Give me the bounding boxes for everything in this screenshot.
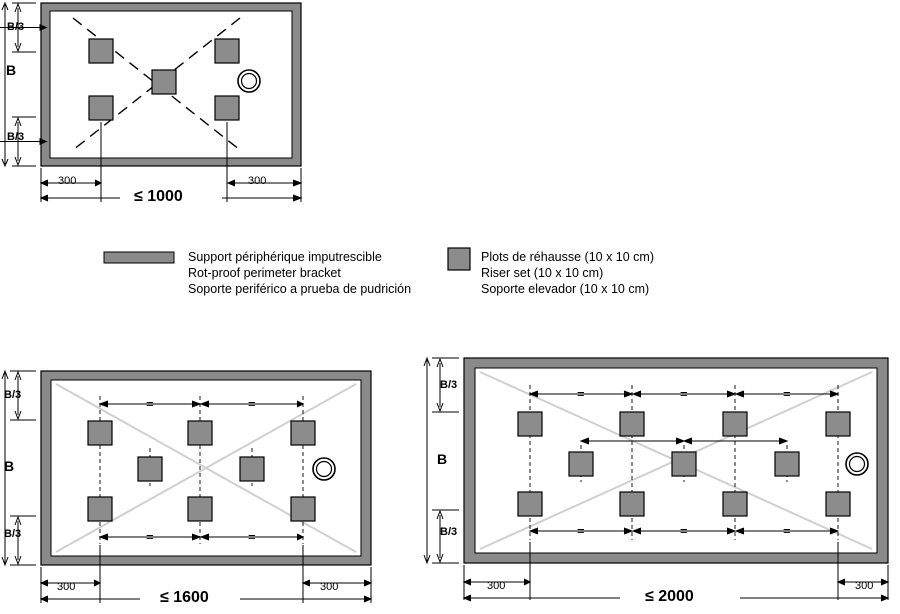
label-b3-top-2000: B/3 <box>440 379 458 391</box>
label-300-right-1000: 300 <box>248 175 267 187</box>
riser-pad <box>89 96 113 120</box>
label-b3-bottom-2000: B/3 <box>440 526 458 538</box>
equal-mark-top-left-1600: = <box>146 396 154 411</box>
legend-bracket-line-2: Rot-proof perimeter bracket <box>188 266 341 280</box>
legend-bracket-line-3: Soporte periférico a prueba de pudrición <box>188 282 412 296</box>
riser-pad <box>826 492 850 516</box>
label-width-2000: ≤ 2000 <box>645 588 694 605</box>
label-300-right-2000: 300 <box>855 580 874 592</box>
riser-pad <box>518 412 542 436</box>
tray-diagram-1000 <box>0 3 301 202</box>
label-width-1600: ≤ 1600 <box>160 589 209 606</box>
equal-mark-bottom-left-1600: = <box>146 529 154 544</box>
riser-pad <box>620 412 644 436</box>
tray-diagram-2000 <box>424 358 888 601</box>
legend-pad-line-2: Riser set (10 x 10 cm) <box>481 266 604 280</box>
riser-pad <box>188 497 212 521</box>
label-b-1000: B <box>6 62 17 78</box>
equal-mark-top-3-2000: = <box>783 386 791 401</box>
equal-mark-top-2-2000: = <box>680 386 688 401</box>
label-300-left-1600: 300 <box>57 581 76 593</box>
riser-pad <box>291 421 315 445</box>
label-width-1000: ≤ 1000 <box>134 188 183 205</box>
label-b3-top-1600: B/3 <box>4 389 22 401</box>
riser-pad <box>88 497 112 521</box>
riser-pad <box>240 457 264 481</box>
tray-diagram-1600 <box>2 371 371 603</box>
label-b-1600: B <box>4 458 15 474</box>
bracket-swatch <box>104 252 174 263</box>
equal-mark-top-1-2000: = <box>577 386 585 401</box>
pad-swatch <box>448 248 470 270</box>
label-300-right-1600: 300 <box>320 581 339 593</box>
riser-pad <box>723 492 747 516</box>
equal-mark-bottom-3-2000: = <box>783 523 791 538</box>
riser-pad <box>775 452 799 476</box>
equal-mark-bottom-1-2000: = <box>577 523 585 538</box>
legend-pad-line-3: Soporte elevador (10 x 10 cm) <box>481 282 650 296</box>
riser-pad <box>569 452 593 476</box>
label-b3-bottom-1000: B/3 <box>7 131 25 143</box>
riser-pad <box>291 497 315 521</box>
riser-pad <box>188 421 212 445</box>
label-b3-top-1000: B/3 <box>7 21 25 33</box>
riser-pad <box>620 492 644 516</box>
riser-pad <box>138 457 162 481</box>
label-300-left-1000: 300 <box>58 175 77 187</box>
equal-mark-bottom-right-1600: = <box>248 529 256 544</box>
equal-mark-top-right-1600: = <box>248 396 256 411</box>
equal-mark-bottom-2-2000: = <box>680 523 688 538</box>
riser-pad <box>723 412 747 436</box>
label-300-left-2000: 300 <box>487 580 506 592</box>
riser-pad <box>826 412 850 436</box>
riser-pad <box>89 39 113 63</box>
riser-pad <box>518 492 542 516</box>
label-b-2000: B <box>437 451 448 467</box>
label-b3-bottom-1600: B/3 <box>4 528 22 540</box>
riser-pad <box>672 452 696 476</box>
riser-pad <box>88 421 112 445</box>
legend-pad-line-1: Plots de réhausse (10 x 10 cm) <box>481 250 654 264</box>
riser-pad <box>215 96 239 120</box>
riser-pad <box>215 39 239 63</box>
legend-bracket-line-1: Support périphérique imputrescible <box>188 250 382 264</box>
riser-pad-center <box>152 70 176 94</box>
